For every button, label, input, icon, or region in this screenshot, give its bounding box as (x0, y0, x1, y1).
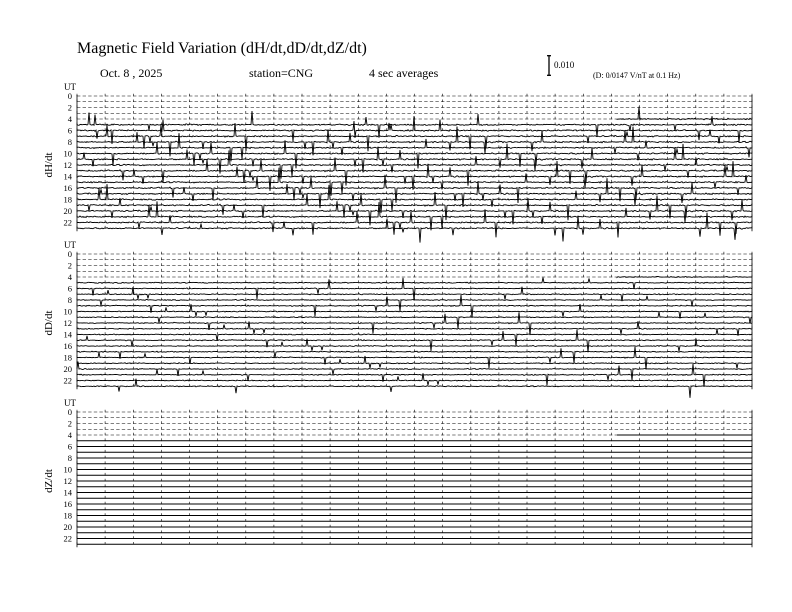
trace-row (77, 379, 752, 398)
hour-label: 16 (63, 499, 72, 509)
hour-label: 16 (63, 183, 72, 193)
averages-label: 4 sec averages (369, 66, 439, 80)
panel-ut-label: UT (64, 398, 76, 408)
hour-label: 12 (63, 160, 72, 170)
scale-note: (D: 0/0147 V/nT at 0.1 Hz) (593, 71, 681, 80)
hour-label: 0 (67, 91, 72, 101)
hour-label: 12 (63, 318, 72, 328)
trace-row (77, 362, 752, 381)
trace-row (77, 312, 752, 329)
trace-row (77, 329, 752, 346)
panel-ut-label: UT (64, 240, 76, 250)
hour-label: 8 (67, 295, 72, 305)
hour-label: 6 (67, 125, 72, 136)
hour-label: 4 (67, 430, 72, 440)
hour-label: 6 (67, 441, 72, 452)
hour-label: 8 (67, 137, 72, 147)
hour-label: 10 (63, 306, 72, 317)
hour-label: 10 (63, 464, 72, 475)
hour-label: 22 (63, 375, 72, 386)
hour-label: 0 (67, 249, 72, 259)
hour-label: 18 (63, 352, 72, 363)
trace-row (617, 277, 752, 278)
hour-label: 6 (67, 283, 72, 294)
hour-label: 8 (67, 453, 72, 463)
hour-label: 10 (63, 148, 72, 159)
hour-label: 0 (67, 407, 72, 417)
hour-label: 14 (63, 171, 72, 182)
hour-label: 2 (67, 418, 72, 429)
hour-label: 14 (63, 487, 72, 498)
hour-label: 20 (63, 522, 72, 532)
hour-label: 2 (67, 260, 72, 271)
hour-label: 12 (63, 476, 72, 486)
hour-label: 22 (63, 533, 72, 544)
station-label: station=CNG (249, 66, 314, 80)
panel-ut-label: UT (64, 82, 76, 92)
hour-label: 18 (63, 194, 72, 205)
chart-title: Magnetic Field Variation (dH/dt,dD/dt,dZ/dt) (77, 40, 367, 57)
hour-label: 22 (63, 217, 72, 228)
hour-label: 4 (67, 114, 72, 124)
panel-name: dZ/dt (43, 469, 55, 493)
hour-label: 4 (67, 272, 72, 282)
hour-label: 20 (63, 364, 72, 374)
hour-label: 20 (63, 206, 72, 216)
hour-label: 14 (63, 329, 72, 340)
scale-value: 0.010 (554, 60, 575, 70)
panel-name: dH/dt (43, 152, 55, 178)
hour-label: 18 (63, 510, 72, 521)
panel-name: dD/dt (43, 310, 55, 336)
date-label: Oct. 8 , 2025 (100, 66, 163, 80)
hour-label: 16 (63, 341, 72, 351)
hour-label: 2 (67, 102, 72, 113)
